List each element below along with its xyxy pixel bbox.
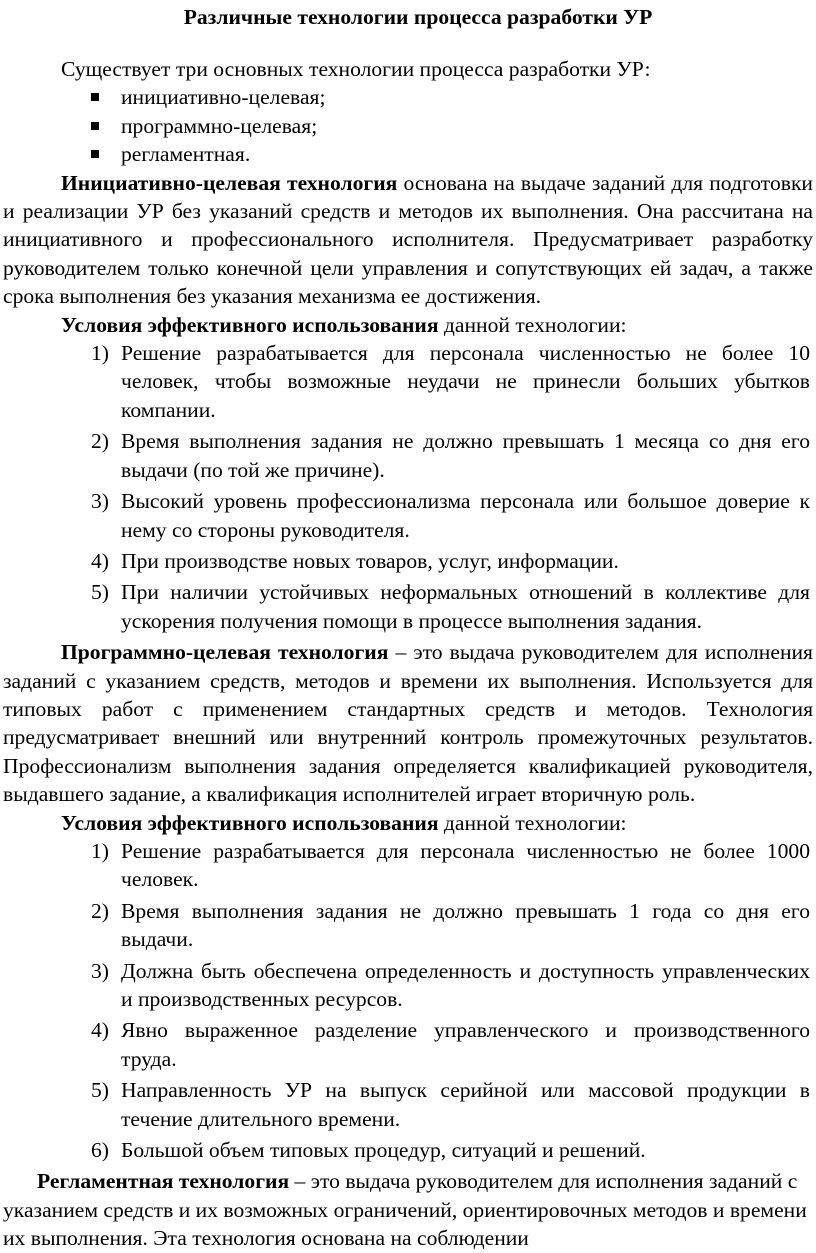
program-text: – это выдача руководителем для исполнения заданий с указанием средств, методов и времени их выполнения. Используется для типовых работ с применением стандартных средств и методов. Технология предусматривает внешний или внутренний контроль промежуточных результатов. Профессионализм выполнения задания определяется квалификацией руководителя, выдавшего задание, а квалификация исполнителей играет вторичную роль.: [3, 640, 813, 807]
conditions-text: данной технологии:: [438, 810, 627, 835]
regulatory-text: – это выдача руководителем для исполнения заданий с указанием средств и их возможных ограничений, ориентировочных методов и времени их выполнения. Эта технология основана на соблюдении: [3, 1169, 807, 1251]
item-number: 2): [91, 898, 109, 923]
item-text: При наличии устойчивых неформальных отношений в коллективе для ускорения получения помощи в процессе выполнения задания.: [121, 580, 810, 633]
list-item: программно-целевая;: [91, 112, 813, 140]
item-text: Должна быть обеспечена определенность и доступность управленческих и производственных ресурсов.: [121, 958, 810, 1011]
item-text: Направленность УР на выпуск серийной или массовой продукции в течение длительного времени.: [121, 1078, 810, 1131]
item-text: При производстве новых товаров, услуг, информации.: [121, 548, 619, 573]
technology-list: [3, 83, 813, 168]
regulatory-term: Регламентная технология: [37, 1169, 290, 1194]
list-item: [3, 1136, 813, 1164]
item-number: 5): [91, 580, 109, 605]
initiative-term: Инициативно-целевая технология: [61, 170, 398, 195]
item-number: 4): [91, 1018, 109, 1043]
program-paragraph: [3, 638, 813, 808]
list-item: [3, 427, 813, 484]
item-number: 5): [91, 1078, 109, 1103]
list-item: инициативно-целевая;: [91, 83, 813, 111]
item-text: Время выполнения задания не должно превышать 1 месяца со дня его выдачи (по той же причине).: [121, 429, 810, 482]
item-number: 2): [91, 429, 109, 454]
conditions-term: Условия эффективного использования: [61, 312, 439, 337]
list-item: регламентная.: [91, 140, 813, 168]
list-item: [3, 897, 813, 954]
document-title: Различные технологии процесса разработки УР: [183, 5, 653, 29]
initiative-text: основана на выдаче заданий для подготовки и реализации УР без указаний средств и методов их выполнения. Она рассчитана на инициативного и профессионального исполнителя. Предусматривает разработку руководителем только конечной цели управления и сопутствующих ей задач, а также срока выполнения без указания механизма ее достижения.: [3, 170, 813, 309]
list-item: [3, 487, 813, 544]
item-number: 3): [91, 489, 109, 514]
list-item: [3, 1016, 813, 1073]
item-number: 4): [91, 548, 109, 573]
conditions-heading: [3, 311, 813, 339]
regulatory-paragraph: [3, 1167, 813, 1252]
conditions-heading: [3, 809, 813, 837]
list-item: [3, 578, 813, 635]
item-number: 6): [91, 1138, 109, 1163]
list-item: [3, 957, 813, 1014]
item-text: Время выполнения задания не должно превышать 1 года со дня его выдачи.: [121, 898, 810, 952]
list-item: [3, 547, 813, 575]
program-term: Программно-целевая технология: [61, 640, 389, 665]
item-text: Высокий уровень профессионализма персонала или большое доверие к нему со стороны руководителя.: [121, 489, 810, 542]
program-conditions-list: [3, 837, 813, 1164]
conditions-term: Условия эффективного использования: [61, 810, 439, 835]
item-number: 1): [91, 838, 109, 863]
initiative-conditions-list: [3, 339, 813, 635]
item-text: Решение разрабатывается для персонала численностью не более 10 человек, чтобы возможные неудачи не принесли больших убытков компании.: [121, 341, 810, 422]
list-item: [3, 1076, 813, 1133]
intro-text: Существует три основных технологии процесса разработки УР:: [61, 57, 651, 81]
item-number: 1): [91, 341, 109, 366]
item-text: Решение разрабатывается для персонала численностью не более 1000 человек.: [121, 838, 810, 892]
list-item: [3, 339, 813, 424]
item-number: 3): [91, 958, 109, 983]
conditions-text: данной технологии:: [438, 312, 627, 337]
list-item: [3, 837, 813, 894]
item-text: Явно выраженное разделение управленческого и производственного труда.: [121, 1018, 810, 1071]
item-text: Большой объем типовых процедур, ситуаций и решений.: [121, 1138, 646, 1163]
initiative-paragraph: [3, 169, 813, 311]
